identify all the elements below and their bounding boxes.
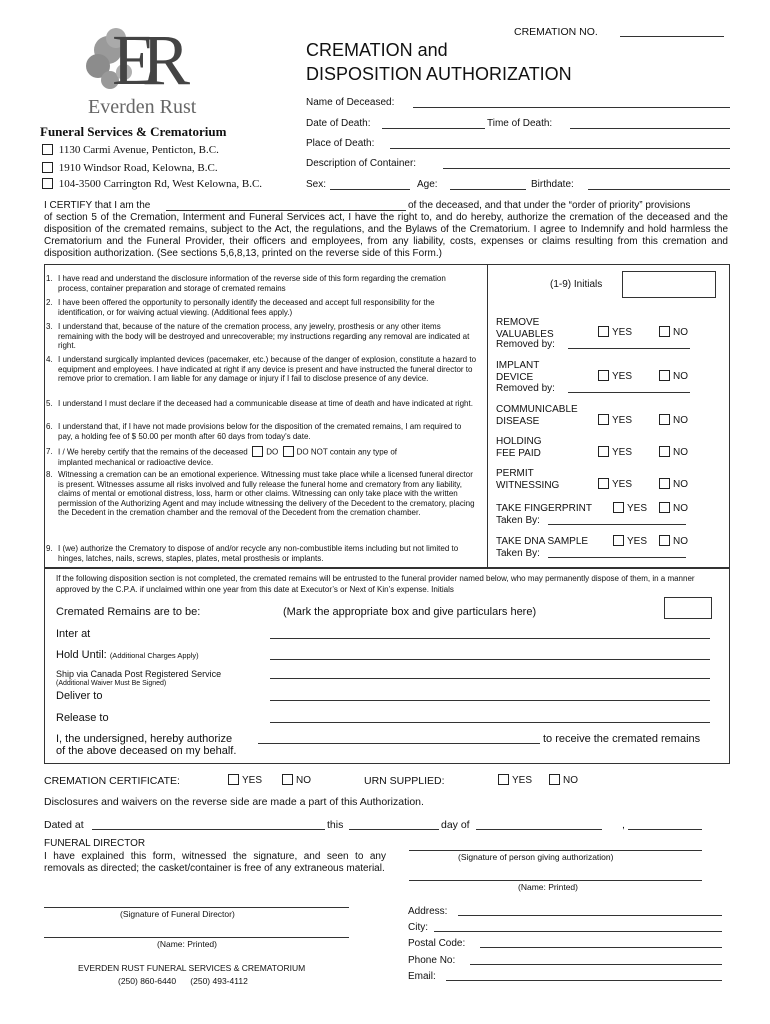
certify-body: of section 5 of the Cremation, Interment and Funeral Services act, I have the right to, and do hereby, authorize the cremation of the deceased and the disposition of the cremated remains, subject to the Act, the regulations, and the Bylaws of the Crematorium. I agree to Indemnify and hold harmless the Crematorium and the Funeral Provider, their officers and employees, from any liability, costs, expenses or claims resulting from this cremation and disposition authorization. (See sections 5,6,8,13, printed on the reverse side of this Form.) [44, 212, 728, 259]
remove-valuables-yes[interactable]: YES [598, 327, 632, 338]
cremation-no-label: CREMATION NO. [514, 26, 598, 38]
holding-fee-label: HOLDING FEE PAID [496, 436, 542, 459]
date-of-death-label: Date of Death: [306, 118, 371, 129]
relationship-field[interactable] [166, 210, 406, 211]
list-item: 3. I understand that, because of the nature of the cremation process, any jewelry, prosthesis or any other items remaining with the body will be destroyed and unrecoverable; my instructions regarding any removal are indicated at right. [46, 322, 470, 351]
undersigned-label: I, the undersigned, hereby authorize [56, 733, 233, 745]
mark-label: (Mark the appropriate box and give particulars here) [283, 606, 537, 618]
disposition-note: If the following disposition section is not completed, the cremated remains will be entrusted to the funeral provider named below, who may permanently dispose of them, in a manner approved by the C.P.A. if unclaimed within one year from this date at Executor’s or Next of Kin’s expense. Initials [56, 574, 695, 594]
fd-name-label: (Name: Printed) [157, 939, 217, 949]
certificate-no[interactable]: NO [282, 775, 311, 786]
phone-field[interactable] [470, 964, 722, 965]
remove-valuables-label: REMOVE VALUABLES [496, 317, 554, 340]
address-field[interactable] [458, 915, 722, 916]
company-phones: (250) 860-6440 (250) 493-4112 [118, 976, 248, 986]
location-label: 1130 Carmi Avenue, Penticton, B.C. [58, 144, 219, 156]
initials-box[interactable] [622, 271, 716, 298]
container-label: Description of Container: [306, 158, 417, 169]
ship-field[interactable] [270, 678, 710, 679]
logo-brand-name: Everden Rust [88, 96, 197, 118]
list-item: 6. I understand that, if I have not made provisions below for the disposition of the cremated remains, I am required to pay, a holding fee of $ 50.00 per month after 60 days from today's date. [46, 422, 462, 441]
implant-no[interactable]: NO [659, 371, 688, 382]
day-of-label: day of [441, 819, 470, 831]
birthdate-field[interactable] [588, 189, 730, 190]
urn-label: URN SUPPLIED: [364, 775, 445, 787]
list-item: 2. I have been offered the opportunity to personally identify the deceased and accept full responsibility for the identification, or for waiving actual viewing. (Additional fees apply.) [46, 298, 435, 317]
disease-yes[interactable]: YES [598, 415, 632, 426]
checkbox[interactable] [42, 144, 53, 155]
comma: , [622, 819, 625, 831]
remove-valuables-no[interactable]: NO [659, 327, 688, 338]
do-checkbox[interactable] [252, 446, 263, 457]
hold-until-field[interactable] [270, 659, 710, 660]
implant-removed-by-field[interactable] [568, 392, 690, 393]
inter-at-label: Inter at [56, 628, 91, 640]
location-label: 104-3500 Carrington Rd, West Kelowna, B.C. [58, 178, 263, 190]
person-name-label: (Name: Printed) [518, 882, 578, 892]
dated-at-field[interactable] [92, 829, 325, 830]
dna-no[interactable]: NO [659, 536, 688, 547]
disposition-initials-box[interactable] [664, 597, 712, 619]
age-label: Age: [417, 179, 438, 190]
list-item: 9. I (we) authorize the Crematory to dispose of and/or recycle any non-combustible items including but not limited to hinges, latches, nails, screws, staples, plates, metal prosthesis or implants. [46, 544, 459, 563]
location-option-penticton[interactable] [42, 144, 219, 156]
address-label: Address: [408, 906, 448, 917]
list-item: 1. I have read and understand the disclosure information of the reverse side of this form regarding the cremation process, container preparation and storage of cremated remains [46, 274, 446, 293]
waiver-note: (Additional Waiver Must Be Signed) [56, 680, 167, 687]
logo [80, 20, 250, 128]
behalf-label: of the above deceased on my behalf. [56, 745, 237, 757]
urn-no[interactable]: NO [549, 775, 578, 786]
day-field[interactable] [349, 829, 439, 830]
release-to-field[interactable] [270, 722, 710, 723]
ship-label: Ship via Canada Post Registered Service [56, 669, 222, 679]
month-field[interactable] [476, 829, 602, 830]
person-name-field[interactable] [409, 880, 702, 881]
disclosures-text: Disclosures and waivers on the reverse side are made a part of this Authorization. [44, 796, 424, 808]
items-divider [487, 264, 488, 568]
certificate-yes[interactable]: YES [228, 775, 262, 786]
holding-fee-no[interactable]: NO [659, 447, 688, 458]
company-subtitle: Funeral Services & Crematorium [40, 124, 227, 139]
city-label: City: [408, 922, 428, 933]
certify-start: I CERTIFY that I am the [44, 200, 151, 211]
remains-label: Cremated Remains are to be: [56, 606, 201, 618]
list-item: 7. I / We hereby certify that the remains of the deceased DO DO NOT contain any type of implanted mechanical or radioactive device. [46, 447, 397, 467]
place-of-death-field[interactable] [390, 148, 730, 149]
email-label: Email: [408, 971, 436, 982]
postal-label: Postal Code: [408, 938, 466, 949]
dna-taken-by-label: Taken By: [496, 548, 540, 559]
city-field[interactable] [434, 931, 722, 932]
urn-yes[interactable]: YES [498, 775, 532, 786]
list-item: 5. I understand I must declare if the deceased had a communicable disease at time of death and have indicated at right. [46, 399, 473, 408]
funeral-director-statement: I have explained this form, witnessed the signature, and seen to any removals as directed; the casket/container is free of any extraneous material. [44, 851, 386, 874]
logo-monogram: ER [112, 20, 177, 100]
valuables-removed-by-label: Removed by: [496, 339, 555, 350]
location-label: 1910 Windsor Road, Kelowna, B.C. [58, 162, 218, 174]
implant-device-label: IMPLANT DEVICE [496, 360, 540, 383]
deliver-to-field[interactable] [270, 700, 710, 701]
container-field[interactable] [443, 168, 730, 169]
dated-at-label: Dated at [44, 819, 84, 831]
list-item: 8. Witnessing a cremation can be an emotional experience. Witnessing must take place while a licensed funeral director is present. Witnesses assume all risks involved and fully release the funeral home and crematory from any liability, claims of mental or emotional distress, loss, harm or other claims. Witnessing can only take place with the written permission of the Authorizing Agent and may include witnessing the delivery of the Decedent to the crematory, placing the Decedent in the cremation chamber and the removal of the Decedent from the cremation chamber. [46, 470, 475, 518]
checkbox[interactable] [42, 178, 53, 189]
funeral-director-title: FUNERAL DIRECTOR [44, 838, 146, 849]
witnessing-yes[interactable]: YES [598, 479, 632, 490]
communicable-disease-label: COMMUNICABLE DISEASE [496, 404, 578, 427]
sex-label: Sex: [306, 179, 327, 190]
permit-witnessing-label: PERMIT WITNESSING [496, 468, 560, 491]
fingerprint-no[interactable]: NO [659, 503, 688, 514]
release-to-label: Release to [56, 712, 109, 724]
implant-removed-by-label: Removed by: [496, 383, 555, 394]
sex-field[interactable] [330, 189, 410, 190]
implant-yes[interactable]: YES [598, 371, 632, 382]
authorized-person-field[interactable] [258, 743, 540, 744]
form-title-line1: CREMATION and [306, 40, 448, 60]
time-of-death-label: Time of Death: [487, 118, 553, 129]
this-label: this [327, 819, 344, 831]
signature-person-field[interactable] [409, 850, 702, 851]
hold-until-label: Hold Until: (Additional Charges Apply) [56, 649, 199, 661]
fingerprint-yes[interactable]: YES [613, 503, 647, 514]
disease-no[interactable]: NO [659, 415, 688, 426]
phone-label: Phone No: [408, 955, 456, 966]
receive-label: to receive the cremated remains [543, 733, 701, 745]
birthdate-label: Birthdate: [531, 179, 574, 190]
place-of-death-label: Place of Death: [306, 138, 375, 149]
year-field[interactable] [628, 829, 702, 830]
age-field[interactable] [450, 189, 526, 190]
location-option-kelowna[interactable] [42, 162, 218, 174]
name-of-deceased-label: Name of Deceased: [306, 97, 395, 108]
name-of-deceased-field[interactable] [413, 107, 730, 108]
dna-label: TAKE DNA SAMPLE [496, 536, 589, 547]
dna-taken-by-field[interactable] [548, 557, 686, 558]
signature-person-label: (Signature of person giving authorization) [458, 852, 614, 862]
fd-name-field[interactable] [44, 937, 349, 938]
checkbox[interactable] [42, 162, 53, 173]
location-option-west-kelowna[interactable] [42, 178, 262, 190]
list-item: 4. I understand surgically implanted devices (pacemaker, etc.) because of the danger of explosion, constitute a hazard to equipment and employees. I have indicated at right if any device is present and have instructed the funeral director to remove prior to cremation. I am liable for any damage or injury if I fail to disclose presence of any device. [46, 355, 477, 384]
deliver-to-label: Deliver to [56, 690, 103, 702]
witnessing-no[interactable]: NO [659, 479, 688, 490]
do-not-checkbox[interactable] [283, 446, 294, 457]
holding-fee-yes[interactable]: YES [598, 447, 632, 458]
certificate-label: CREMATION CERTIFICATE: [44, 775, 180, 787]
certify-line1-rest: of the deceased, and that under the “order of priority” provisions [408, 200, 691, 211]
postal-field[interactable] [480, 947, 722, 948]
inter-at-field[interactable] [270, 638, 710, 639]
fingerprint-taken-by-field[interactable] [548, 524, 686, 525]
form-title-line2: DISPOSITION AUTHORIZATION [306, 64, 572, 84]
fingerprint-label: TAKE FINGERPRINT [496, 503, 592, 514]
date-of-death-field[interactable] [382, 128, 485, 129]
signature-fd-field[interactable] [44, 907, 349, 908]
signature-fd-label: (Signature of Funeral Director) [120, 909, 235, 919]
company-name-footer: EVERDEN RUST FUNERAL SERVICES & CREMATORIUM [78, 963, 306, 973]
cremation-no-field[interactable] [620, 36, 724, 37]
email-field[interactable] [446, 980, 722, 981]
time-of-death-field[interactable] [570, 128, 730, 129]
fingerprint-taken-by-label: Taken By: [496, 515, 540, 526]
valuables-removed-by-field[interactable] [568, 348, 690, 349]
dna-yes[interactable]: YES [613, 536, 647, 547]
initials-label: (1-9) Initials [550, 279, 603, 290]
